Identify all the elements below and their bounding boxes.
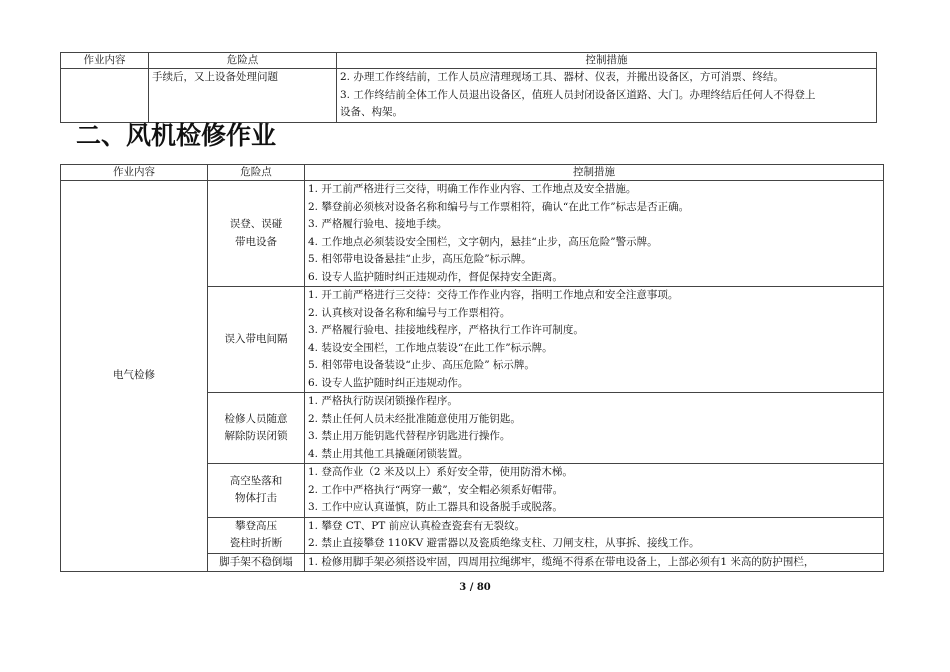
hazard-line: 攀登高压 [235,519,277,532]
measure-line: 1. 严格执行防误闭锁操作程序。 [308,395,458,407]
page-indicator: 3 / 80 [459,582,491,593]
work-content-cell [61,69,149,123]
hazard-line: 检修人员随意 [224,412,288,425]
measure-line: 1. 检修用脚手架必须搭设牢固，四周用拉绳绑牢，缆绳不得系在带电设备上，上部必须有1 米高的防护围栏， [308,555,815,568]
hazard-line: 物体打击 [235,492,277,505]
measure-line: 3. 严格履行验电、接地手续。 [308,218,448,230]
hazard-line: 带电设备 [235,235,277,248]
hazard-cell [208,287,305,393]
measure-line: 2. 攀登前必须核对设备名称和编号与工作票相符，确认“在此工作”标志是否正确。 [308,200,690,213]
section-title: 二、风机检修作业 [76,121,277,150]
measure-line: 4. 禁止用其他工具撬砸闭锁装置。 [308,447,469,460]
hazard-line: 高空坠落和 [229,474,283,487]
measure-line: 1. 开工前严格进行三交待：交待工作作业内容，指明工作地点和安全注意事项。 [308,289,679,301]
hazard-line: 误入带电间隔 [224,332,288,345]
header-control-measures: 控制措施 [305,165,884,181]
measure-line: 2. 工作中严格执行“两穿一戴”，安全帽必须系好帽带。 [308,483,564,496]
header-work-content: 作业内容 [61,165,208,181]
hazard-cell [208,464,305,518]
header-work-content: 作业内容 [61,53,149,69]
hazard-table-continued [60,52,877,123]
measures-cell [305,393,884,464]
measure-line: 2. 禁止任何人员未经批准随意使用万能钥匙。 [308,412,521,425]
measures-cell [305,517,884,553]
measures-cell [305,553,884,572]
measure-line: 5. 相邻带电设备悬挂“止步，高压危险”标示牌。 [308,253,532,265]
hazard-cell: 手续后，又上设备处理问题 [149,69,337,123]
hazard-line: 解除防误闭锁 [224,430,288,442]
hazard-line: 误登、误碰 [229,218,283,230]
measure-line: 4. 工作地点必须装设安全围栏，文字朝内，悬挂“止步，高压危险”警示牌。 [308,235,658,248]
table-header-row [61,53,877,69]
measure-line: 2. 认真核对设备名称和编号与工作票相符。 [308,306,511,319]
measure-line: 3. 禁止用万能钥匙代替程序钥匙进行操作。 [308,430,511,442]
measure-line: 5. 相邻带电设备装设“止步、高压危险” 标示牌。 [308,359,535,371]
measures-cell [305,181,884,287]
measure-line: 1. 登高作业（2 米及以上）系好安全带，使用防滑木梯。 [308,466,573,478]
hazard-cell [208,181,305,287]
table-row [61,181,884,287]
hazard-cell [208,517,305,553]
measures-cell [337,69,877,123]
header-control-measures: 控制措施 [337,53,877,69]
hazard-line: 瓷柱时折断 [229,537,283,549]
measure-line: 3. 工作终结前全体工作人员退出设备区，值班人员封闭设备区道路、大门。办理终结后任何人不得登上 [340,88,816,101]
measure-line: 设备、构架。 [340,106,403,118]
work-content-cell: 电气检修 [61,181,208,572]
measure-line: 2. 禁止直接攀登 110KV 避雷器以及瓷质绝缘支柱、刀闸支柱，从事拆、接线工作。 [308,537,700,549]
header-hazard-point: 危险点 [208,165,305,181]
measure-line: 3. 严格履行验电、挂接地线程序，严格执行工作许可制度。 [308,324,584,336]
hazard-cell [208,553,305,572]
measures-cell [305,464,884,518]
measure-line: 6. 设专人监护随时纠正违规动作。 [308,376,469,389]
table-header-row [61,165,884,181]
hazard-cell [208,393,305,464]
measure-line: 3. 工作中应认真谨慎，防止工器具和设备脱手或脱落。 [308,501,563,513]
measure-line: 6. 设专人监护随时纠正违规动作，督促保持安全距离。 [308,270,563,283]
measure-line: 2. 办理工作终结前，工作人员应清理现场工具、器材、仪表，并搬出设备区，方可消票、终结。 [340,71,784,83]
measure-line: 1. 开工前严格进行三交待，明确工作作业内容、工作地点及安全措施。 [308,183,637,195]
hazard-table-wind-turbine [60,164,884,572]
measure-line: 4. 装设安全围栏，工作地点装设“在此工作”标示牌。 [308,341,553,354]
measures-cell [305,287,884,393]
hazard-line: 脚手架不稳倒塌 [219,555,293,568]
measure-line: 1. 攀登 CT、PT 前应认真检查瓷套有无裂纹。 [308,519,526,532]
header-hazard-point: 危险点 [149,53,337,69]
table-row [61,69,877,123]
